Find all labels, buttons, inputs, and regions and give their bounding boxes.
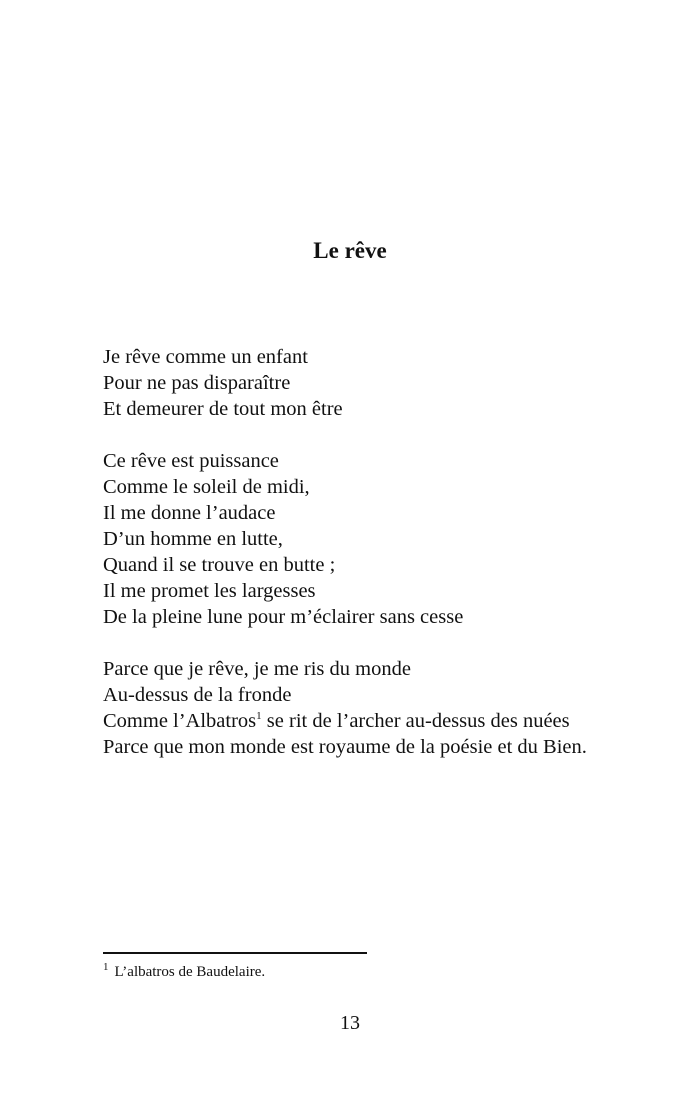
- poem-body: [103, 344, 663, 786]
- poem-line: D’un homme en lutte,: [103, 528, 283, 550]
- poem-line: Il me donne l’audace: [103, 502, 276, 524]
- poem-line: Parce que je rêve, je me ris du monde: [103, 658, 411, 680]
- poem-line: Il me promet les largesses: [103, 580, 316, 602]
- poem-line: Parce que mon monde est royaume de la poésie et du Bien.: [103, 736, 587, 758]
- footnote-number: 1: [103, 961, 109, 973]
- footnote-reference[interactable]: 1: [256, 710, 262, 723]
- page-number: 13: [340, 1012, 360, 1034]
- poem-line: Comme le soleil de midi,: [103, 476, 310, 498]
- poem-line: Ce rêve est puissance: [103, 450, 279, 472]
- line-text-after-ref: se rit de l’archer au-dessus des nuées: [261, 710, 570, 732]
- poem-line: Au-dessus de la fronde: [103, 684, 292, 706]
- poem-line: Je rêve comme un enfant: [103, 346, 308, 368]
- stanza-1: [103, 344, 663, 422]
- stanza-3: [103, 656, 663, 760]
- poem-line: Et demeurer de tout mon être: [103, 398, 343, 420]
- footnote: [103, 962, 265, 982]
- poem-line: Pour ne pas disparaître: [103, 372, 291, 394]
- poem-line-with-footnote: [103, 708, 663, 734]
- footnote-text: L’albatros de Baudelaire.: [114, 964, 266, 980]
- footnote-separator: [103, 952, 367, 954]
- line-text-before-ref: Comme l’Albatros: [103, 710, 257, 732]
- poem-line: De la pleine lune pour m’éclairer sans cesse: [103, 606, 464, 628]
- poem-title: Le rêve: [313, 238, 387, 263]
- poem-line: Quand il se trouve en butte ;: [103, 554, 336, 576]
- stanza-2: [103, 448, 663, 630]
